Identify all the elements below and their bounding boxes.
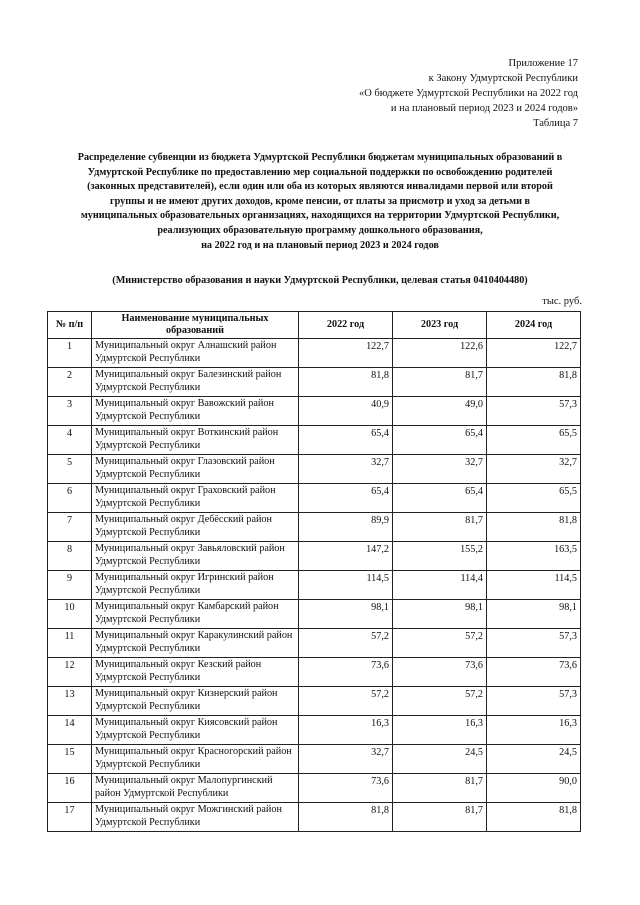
title-line: Удмуртской Республике по предоставлению мер социальной поддержки по освобождению родителей: [87, 166, 553, 178]
table-row: [48, 658, 581, 687]
municipality-name: Муниципальный округ Дебёсский район Удмуртской Республики: [92, 513, 299, 542]
unit-label: тыс. руб.: [542, 296, 582, 307]
value-2022: 65,4: [299, 484, 393, 513]
row-number: 11: [48, 629, 92, 658]
header-name: Наименование муниципальных образований: [92, 312, 299, 339]
table-row: [48, 571, 581, 600]
value-2022: 16,3: [299, 716, 393, 745]
row-number: 6: [48, 484, 92, 513]
value-2022: 122,7: [299, 339, 393, 368]
row-number: 3: [48, 397, 92, 426]
municipality-name: Муниципальный округ Игринский район Удмуртской Республики: [92, 571, 299, 600]
row-number: 12: [48, 658, 92, 687]
table-row: [48, 339, 581, 368]
value-2023: 81,7: [393, 513, 487, 542]
appendix-line: Приложение 17: [508, 58, 578, 69]
municipality-name: Муниципальный округ Малопургинский район Удмуртской Республики: [92, 774, 299, 803]
municipality-name: Муниципальный округ Можгинский район Удмуртской Республики: [92, 803, 299, 832]
table-row: [48, 426, 581, 455]
appendix-line: «О бюджете Удмуртской Республики на 2022 год: [358, 88, 578, 99]
value-2023: 24,5: [393, 745, 487, 774]
value-2022: 89,9: [299, 513, 393, 542]
value-2024: 57,3: [487, 397, 581, 426]
value-2022: 65,4: [299, 426, 393, 455]
value-2024: 90,0: [487, 774, 581, 803]
value-2022: 81,8: [299, 368, 393, 397]
row-number: 10: [48, 600, 92, 629]
row-number: 17: [48, 803, 92, 832]
value-2024: 114,5: [487, 571, 581, 600]
appendix-header: [258, 56, 578, 131]
value-2022: 57,2: [299, 687, 393, 716]
value-2022: 147,2: [299, 542, 393, 571]
value-2023: 81,7: [393, 774, 487, 803]
municipality-name: Муниципальный округ Каракулинский район Удмуртской Республики: [92, 629, 299, 658]
value-2022: 40,9: [299, 397, 393, 426]
appendix-line: к Закону Удмуртской Республики: [428, 73, 578, 84]
value-2023: 57,2: [393, 629, 487, 658]
table-row: [48, 513, 581, 542]
value-2023: 49,0: [393, 397, 487, 426]
row-number: 14: [48, 716, 92, 745]
municipality-name: Муниципальный округ Воткинский район Удмуртской Республики: [92, 426, 299, 455]
value-2022: 32,7: [299, 745, 393, 774]
value-2023: 114,4: [393, 571, 487, 600]
value-2022: 73,6: [299, 658, 393, 687]
table-row: [48, 687, 581, 716]
title-line: Распределение субвенции из бюджета Удмуртской Республики бюджетам муниципальных образований в: [77, 152, 563, 163]
value-2024: 65,5: [487, 484, 581, 513]
municipality-name: Муниципальный округ Алнашский район Удмуртской Республики: [92, 339, 299, 368]
table-row: [48, 629, 581, 658]
value-2022: 114,5: [299, 571, 393, 600]
row-number: 15: [48, 745, 92, 774]
title-line: на 2022 год и на плановый период 2023 и 2024 годов: [201, 239, 439, 251]
value-2023: 81,7: [393, 368, 487, 397]
table-header-row: [48, 312, 581, 339]
value-2024: 32,7: [487, 455, 581, 484]
value-2024: 163,5: [487, 542, 581, 571]
row-number: 16: [48, 774, 92, 803]
title-line: муниципальных образовательных организациях, находящихся на территории Удмуртской Республики,: [80, 210, 560, 222]
value-2023: 16,3: [393, 716, 487, 745]
value-2023: 32,7: [393, 455, 487, 484]
header-2023: 2023 год: [393, 312, 487, 339]
municipality-name: Муниципальный округ Киясовский район Удмуртской Республики: [92, 716, 299, 745]
municipality-name: Муниципальный округ Глазовский район Удмуртской Республики: [92, 455, 299, 484]
value-2024: 122,7: [487, 339, 581, 368]
table-number: Таблица 7: [533, 118, 578, 129]
document-title: [50, 151, 590, 253]
ministry-note: (Министерство образования и науки Удмуртской Республики, целевая статья 0410404480): [112, 275, 528, 286]
municipality-name: Муниципальный округ Граховский район Удмуртской Республики: [92, 484, 299, 513]
row-number: 9: [48, 571, 92, 600]
row-number: 8: [48, 542, 92, 571]
value-2024: 98,1: [487, 600, 581, 629]
value-2022: 73,6: [299, 774, 393, 803]
row-number: 2: [48, 368, 92, 397]
row-number: 13: [48, 687, 92, 716]
value-2024: 81,8: [487, 368, 581, 397]
municipality-name: Муниципальный округ Завьяловский район Удмуртской Республики: [92, 542, 299, 571]
value-2023: 155,2: [393, 542, 487, 571]
title-line: (законных представителей), если один или оба из которых являются инвалидами первой или второй: [87, 181, 553, 193]
value-2024: 81,8: [487, 513, 581, 542]
table-row: [48, 745, 581, 774]
table-row: [48, 774, 581, 803]
value-2023: 57,2: [393, 687, 487, 716]
table-row: [48, 542, 581, 571]
value-2024: 16,3: [487, 716, 581, 745]
value-2023: 81,7: [393, 803, 487, 832]
row-number: 5: [48, 455, 92, 484]
title-line: реализующих образовательную программу дошкольного образования,: [157, 224, 483, 236]
table-row: [48, 455, 581, 484]
value-2022: 57,2: [299, 629, 393, 658]
table-row: [48, 484, 581, 513]
value-2022: 32,7: [299, 455, 393, 484]
value-2022: 81,8: [299, 803, 393, 832]
header-number: № п/п: [48, 312, 92, 339]
municipality-name: Муниципальный округ Вавожский район Удмуртской Республики: [92, 397, 299, 426]
value-2024: 73,6: [487, 658, 581, 687]
value-2023: 122,6: [393, 339, 487, 368]
table-row: [48, 803, 581, 832]
title-line: группы и не имеют других доходов, кроме пенсии, от платы за присмотр и уход за детьми в: [109, 195, 530, 207]
municipality-name: Муниципальный округ Красногорский район Удмуртской Республики: [92, 745, 299, 774]
municipality-name: Муниципальный округ Кезский район Удмуртской Республики: [92, 658, 299, 687]
value-2024: 57,3: [487, 629, 581, 658]
value-2022: 98,1: [299, 600, 393, 629]
header-2024: 2024 год: [487, 312, 581, 339]
row-number: 4: [48, 426, 92, 455]
table-row: [48, 368, 581, 397]
header-2022: 2022 год: [299, 312, 393, 339]
value-2023: 73,6: [393, 658, 487, 687]
municipality-name: Муниципальный округ Балезинский район Удмуртской Республики: [92, 368, 299, 397]
value-2023: 65,4: [393, 426, 487, 455]
municipality-name: Муниципальный округ Камбарский район Удмуртской Республики: [92, 600, 299, 629]
row-number: 1: [48, 339, 92, 368]
table-row: [48, 600, 581, 629]
value-2023: 98,1: [393, 600, 487, 629]
value-2024: 57,3: [487, 687, 581, 716]
table-row: [48, 397, 581, 426]
row-number: 7: [48, 513, 92, 542]
appendix-line: и на плановый период 2023 и 2024 годов»: [390, 103, 578, 114]
subvention-table: [47, 311, 581, 832]
value-2023: 65,4: [393, 484, 487, 513]
value-2024: 65,5: [487, 426, 581, 455]
table-row: [48, 716, 581, 745]
value-2024: 24,5: [487, 745, 581, 774]
municipality-name: Муниципальный округ Кизнерский район Удмуртской Республики: [92, 687, 299, 716]
value-2024: 81,8: [487, 803, 581, 832]
